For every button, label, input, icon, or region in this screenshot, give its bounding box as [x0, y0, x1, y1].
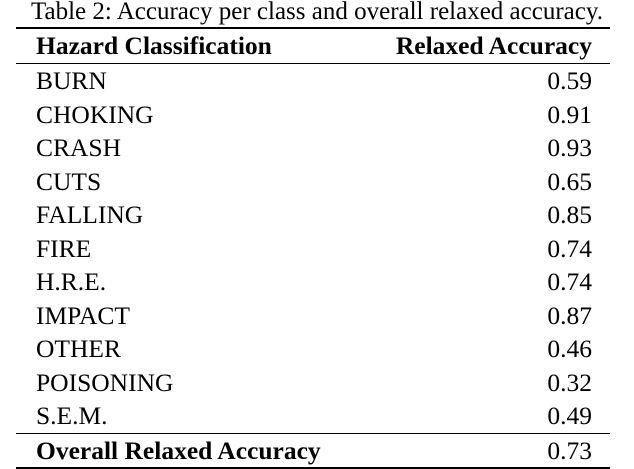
- accuracy-table: [16, 27, 610, 469]
- table-row: [16, 131, 610, 165]
- table-row: [16, 366, 610, 400]
- accuracy-cell: 0.93: [547, 133, 592, 162]
- hazard-class-cell: CRASH: [36, 133, 122, 162]
- accuracy-cell: 0.59: [547, 66, 592, 95]
- hazard-class-cell: CHOKING: [36, 99, 154, 129]
- accuracy-cell: 0.85: [547, 200, 592, 229]
- table-row: [16, 232, 610, 266]
- accuracy-cell: 0.74: [547, 267, 592, 296]
- header-row: [16, 28, 610, 64]
- total-label: Overall Relaxed Accuracy: [36, 435, 321, 465]
- hazard-class-cell: BURN: [36, 66, 107, 95]
- header-relaxed-accuracy: Relaxed Accuracy: [395, 31, 592, 61]
- accuracy-cell: 0.74: [547, 233, 592, 263]
- total-row: [16, 433, 610, 468]
- total-value: 0.73: [547, 435, 592, 465]
- accuracy-cell: 0.91: [547, 99, 592, 129]
- accuracy-cell: 0.46: [547, 334, 592, 363]
- hazard-class-cell: FIRE: [36, 233, 92, 263]
- hazard-class-cell: IMPACT: [36, 300, 131, 330]
- table-row: [16, 399, 610, 433]
- header-hazard-classification: Hazard Classification: [36, 31, 272, 61]
- table-row: [16, 64, 610, 98]
- table-caption: Table 2: Accuracy per class and overall relaxed accuracy.: [30, 0, 603, 25]
- table-row: [16, 198, 610, 232]
- accuracy-cell: 0.87: [547, 300, 592, 330]
- hazard-class-cell: OTHER: [36, 334, 121, 363]
- accuracy-cell: 0.32: [547, 367, 592, 397]
- table-row: [16, 265, 610, 299]
- table-row: [16, 165, 610, 199]
- hazard-class-cell: S.E.M.: [36, 401, 108, 430]
- accuracy-cell: 0.65: [547, 166, 592, 196]
- table-row: [16, 98, 610, 132]
- table-row: [16, 332, 610, 366]
- hazard-class-cell: H.R.E.: [36, 267, 107, 296]
- hazard-class-cell: CUTS: [36, 166, 102, 196]
- hazard-class-cell: POISONING: [36, 367, 174, 397]
- table-row: [16, 299, 610, 333]
- hazard-class-cell: FALLING: [36, 200, 144, 229]
- accuracy-cell: 0.49: [547, 401, 592, 430]
